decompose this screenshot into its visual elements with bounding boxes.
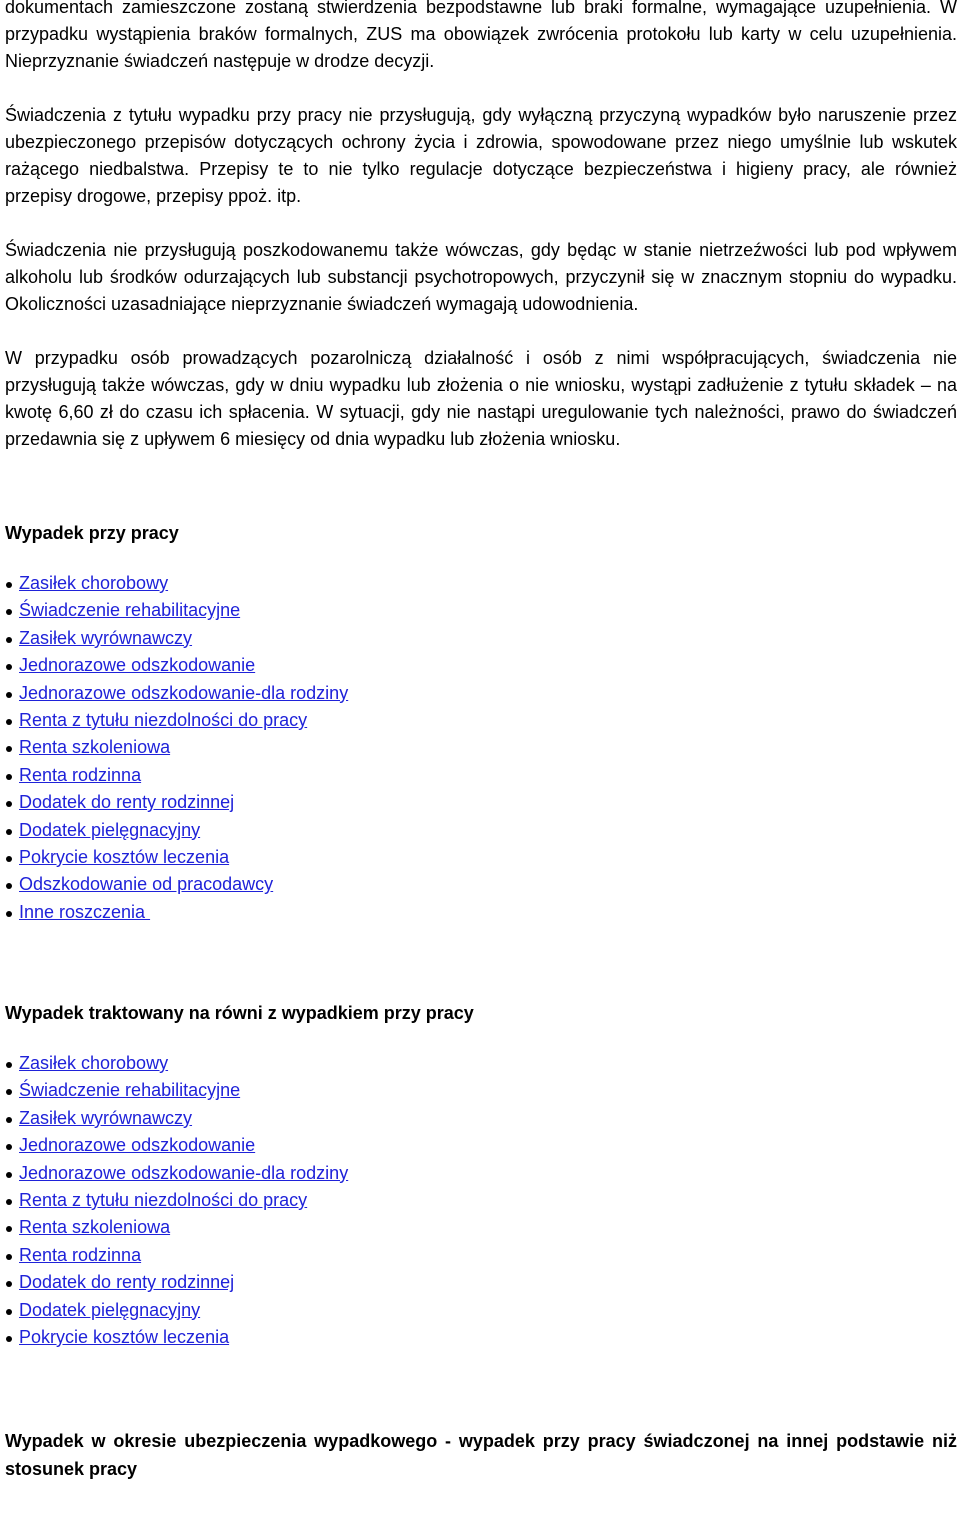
bullet-icon bbox=[6, 801, 12, 807]
bullet-icon bbox=[6, 1309, 12, 1315]
bullet-icon bbox=[6, 1199, 12, 1205]
list-item bbox=[5, 570, 957, 597]
list-item bbox=[5, 1187, 957, 1214]
list-item bbox=[5, 1077, 957, 1104]
benefit-link[interactable]: Dodatek pielęgnacyjny bbox=[19, 1299, 201, 1320]
benefit-link[interactable]: Renta szkoleniowa bbox=[19, 1217, 171, 1238]
bullet-icon bbox=[6, 1117, 12, 1123]
bullet-icon bbox=[6, 746, 12, 752]
bullet-icon bbox=[6, 609, 12, 615]
bullet-icon bbox=[6, 883, 12, 889]
list-item bbox=[5, 762, 957, 789]
paragraph-contribution-debt: W przypadku osób prowadzących pozarolniczą działalność i osób z nimi współpracujących, świadczenia nie przysługują także wówczas, gdy w dniu wypadku lub złożenia o nie wniosku, wystąpi zadłużenie z tytułu składek – na kwotę 6,60 zł do czasu ich spłacenia. W sytuacji, gdy nie nastąpi uregulowanie tych należności, prawo do świadczeń przedawnia się z upływem 6 miesięcy od dnia wypadku lub złożenia wniosku. bbox=[5, 348, 957, 449]
benefit-link[interactable]: Dodatek pielęgnacyjny bbox=[19, 819, 201, 840]
bullet-icon bbox=[6, 774, 12, 780]
list-item bbox=[5, 1242, 957, 1269]
bullet-icon bbox=[6, 1336, 12, 1342]
bullet-icon bbox=[6, 1172, 12, 1178]
list-item bbox=[5, 680, 957, 707]
benefit-link[interactable]: Dodatek do renty rodzinnej bbox=[19, 1272, 235, 1293]
bullet-icon bbox=[6, 719, 12, 725]
benefit-link[interactable]: Odszkodowanie od pracodawcy bbox=[19, 874, 274, 895]
section-heading-other-basis-accident: Wypadek w okresie ubezpieczenia wypadkowego - wypadek przy pracy świadczonej na innej podstawie niż stosunek pracy bbox=[5, 1431, 957, 1480]
benefit-link[interactable]: Zasiłek wyrównawczy bbox=[19, 1107, 193, 1128]
bullet-icon bbox=[6, 1254, 12, 1260]
benefit-link[interactable]: Renta z tytułu niezdolności do pracy bbox=[19, 1190, 308, 1211]
bullet-icon bbox=[6, 1281, 12, 1287]
list-item bbox=[5, 652, 957, 679]
list-item bbox=[5, 1324, 957, 1351]
benefits-list-work-accident bbox=[5, 570, 957, 926]
bullet-icon bbox=[6, 637, 12, 643]
bullet-icon bbox=[6, 1062, 12, 1068]
benefit-link[interactable]: Jednorazowe odszkodowanie bbox=[19, 1135, 256, 1156]
paragraph-exclusions-intoxication: Świadczenia nie przysługują poszkodowanemu także wówczas, gdy będąc w stanie nietrzeźwości lub pod wpływem alkoholu lub środków odurzających lub substancji psychotropowych, przyczynił się w znacznym stopniu do wypadku. Okoliczności uzasadniające nieprzyznanie świadczeń wymagają udowodnienia. bbox=[5, 240, 957, 314]
list-item bbox=[5, 844, 957, 871]
bullet-icon bbox=[6, 911, 12, 917]
list-item bbox=[5, 597, 957, 624]
list-item bbox=[5, 817, 957, 844]
benefit-link[interactable]: Renta z tytułu niezdolności do pracy bbox=[19, 709, 308, 730]
section-heading-work-accident: Wypadek przy pracy bbox=[5, 523, 179, 543]
list-item bbox=[5, 1214, 957, 1241]
bullet-icon bbox=[6, 1144, 12, 1150]
bullet-icon bbox=[6, 582, 12, 588]
list-item bbox=[5, 1132, 957, 1159]
list-item bbox=[5, 707, 957, 734]
list-item bbox=[5, 734, 957, 761]
benefit-link[interactable]: Świadczenie rehabilitacyjne bbox=[19, 600, 241, 621]
benefit-link[interactable]: Zasiłek wyrównawczy bbox=[19, 627, 193, 648]
benefit-link[interactable]: Renta rodzinna bbox=[19, 764, 142, 785]
bullet-icon bbox=[6, 664, 12, 670]
list-item bbox=[5, 1297, 957, 1324]
benefit-link[interactable]: Inne roszczenia bbox=[19, 901, 151, 922]
list-item bbox=[5, 1160, 957, 1187]
list-item bbox=[5, 1105, 957, 1132]
list-item bbox=[5, 899, 957, 926]
document-page bbox=[5, 0, 957, 1483]
benefit-link[interactable]: Jednorazowe odszkodowanie-dla rodziny bbox=[19, 1162, 349, 1183]
benefit-link[interactable]: Dodatek do renty rodzinnej bbox=[19, 792, 235, 813]
benefits-list-equivalent-accident bbox=[5, 1050, 957, 1351]
bullet-icon bbox=[6, 1226, 12, 1232]
benefit-link[interactable]: Jednorazowe odszkodowanie bbox=[19, 655, 256, 676]
list-item bbox=[5, 789, 957, 816]
list-item bbox=[5, 1269, 957, 1296]
bullet-icon bbox=[6, 829, 12, 835]
list-item bbox=[5, 625, 957, 652]
benefit-link[interactable]: Zasiłek chorobowy bbox=[19, 573, 169, 593]
benefit-link[interactable]: Renta szkoleniowa bbox=[19, 737, 171, 758]
benefit-link[interactable]: Pokrycie kosztów leczenia bbox=[19, 1326, 230, 1347]
bullet-icon bbox=[6, 692, 12, 698]
list-item bbox=[5, 871, 957, 898]
paragraph-exclusions-negligence: Świadczenia z tytułu wypadku przy pracy nie przysługują, gdy wyłączną przyczyną wypadków było naruszenie przez ubezpieczonego przepisów dotyczących ochrony życia i zdrowia, spowodowane przez niego umyślnie lub wskutek rażącego niedbalstwa. Przepisy te to nie tylko regulacje dotyczące bezpieczeństwa i higieny pracy, ale również przepisy drogowe, przepisy ppoż. itp. bbox=[5, 105, 957, 206]
section-heading-equivalent-accident: Wypadek traktowany na równi z wypadkiem przy pracy bbox=[5, 1003, 474, 1024]
bullet-icon bbox=[6, 856, 12, 862]
benefit-link[interactable]: Pokrycie kosztów leczenia bbox=[19, 846, 230, 867]
benefit-link[interactable]: Zasiłek chorobowy bbox=[19, 1053, 169, 1074]
benefit-link[interactable]: Jednorazowe odszkodowanie-dla rodziny bbox=[19, 682, 349, 703]
bullet-icon bbox=[6, 1089, 12, 1095]
benefit-link[interactable]: Świadczenie rehabilitacyjne bbox=[19, 1080, 241, 1101]
paragraph-formal-deficiencies: dokumentach zamieszczone zostaną stwierdzenia bezpodstawne lub braki formalne, wymagające uzupełnienia. W przypadku wystąpienia braków formalnych, ZUS ma obowiązek zwrócenia protokołu lub karty w celu uzupełnienia. Nieprzyznanie świadczeń następuje w drodze decyzji. bbox=[5, 0, 957, 71]
benefit-link[interactable]: Renta rodzinna bbox=[19, 1244, 142, 1265]
list-item bbox=[5, 1050, 957, 1077]
